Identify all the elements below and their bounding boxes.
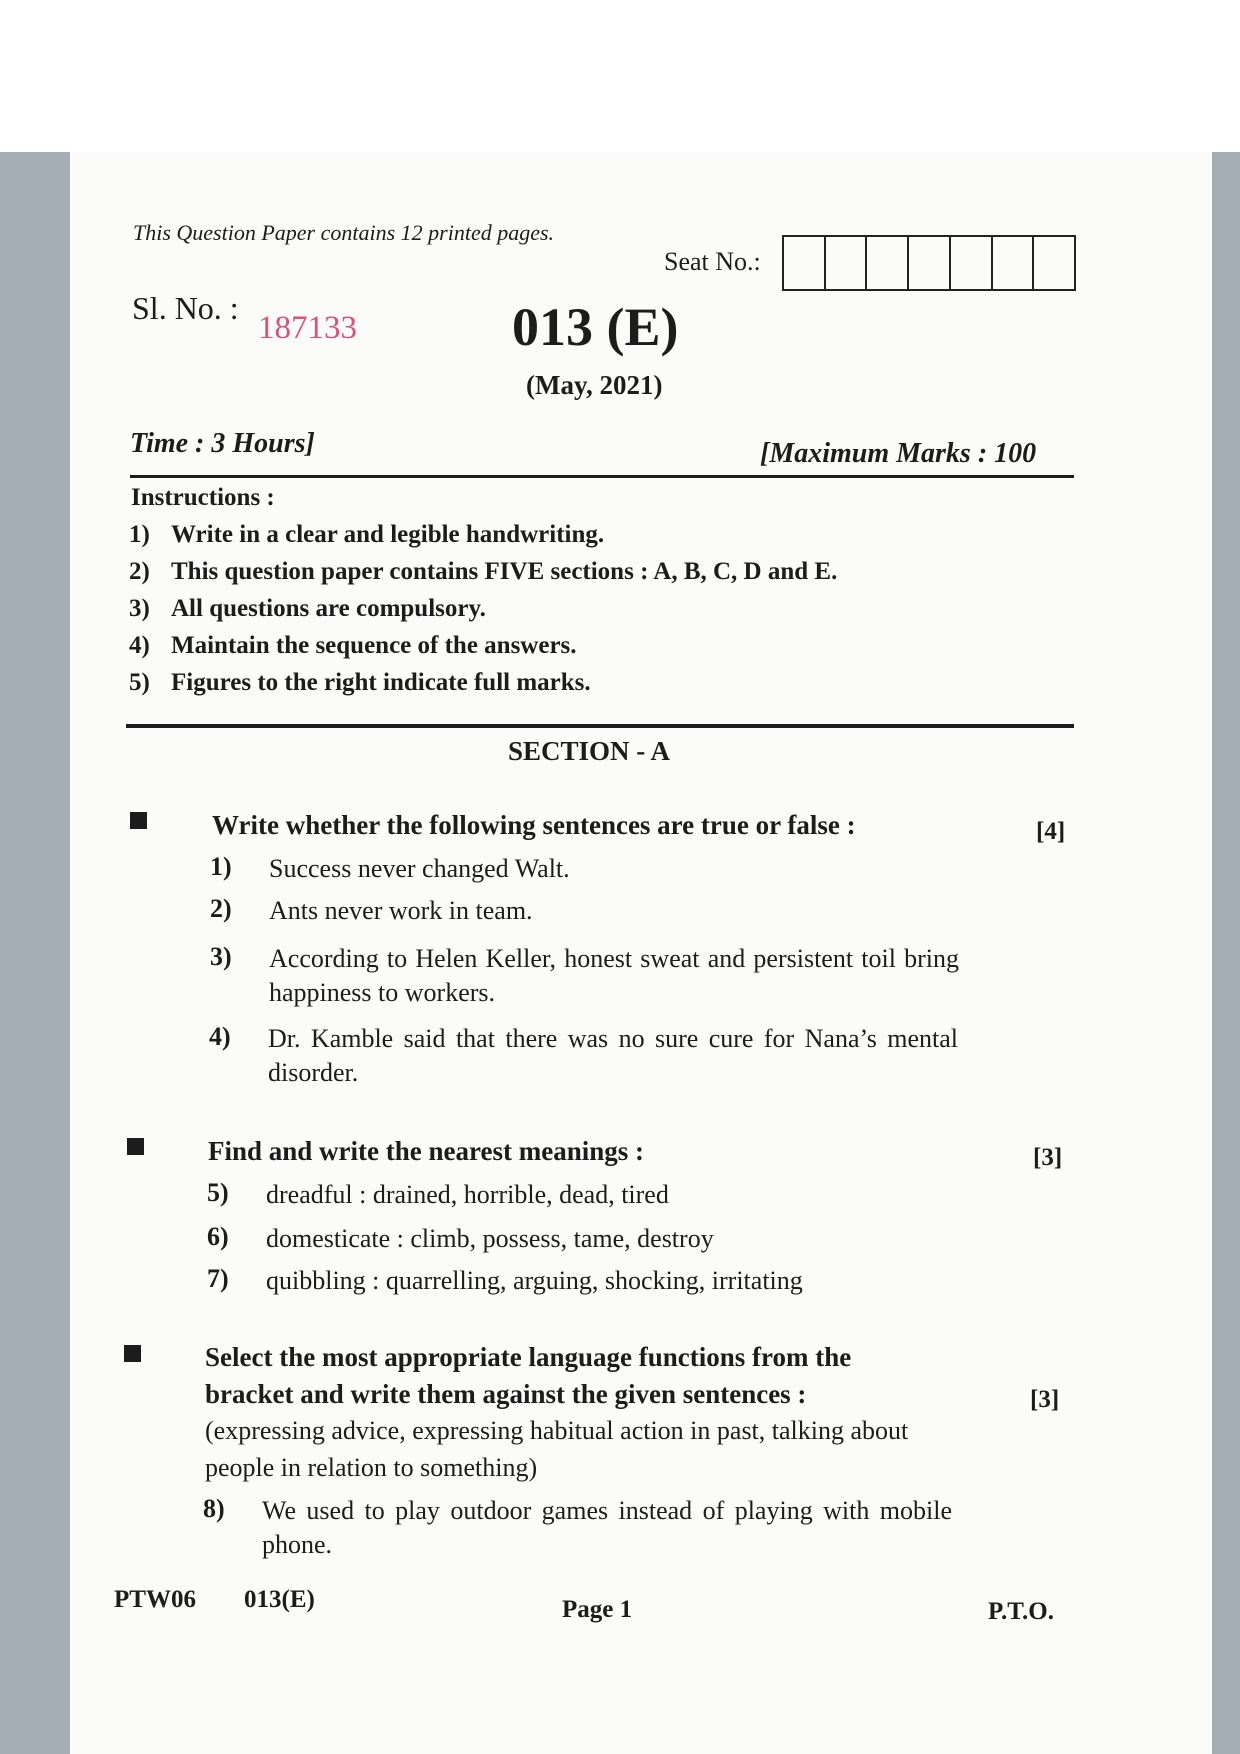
instruction-number: 2) (129, 558, 150, 585)
square-bullet-icon (130, 812, 147, 829)
question-item (210, 894, 959, 928)
square-bullet-icon (124, 1345, 141, 1362)
footer-series: PTW06 (114, 1586, 196, 1613)
instruction-number: 1) (129, 521, 150, 548)
instruction-item (129, 558, 837, 595)
seat-digit-box (784, 237, 826, 289)
instructions-heading: Instructions : (131, 484, 275, 511)
square-bullet-icon (127, 1138, 144, 1155)
instruction-text: This question paper contains FIVE sections : A, B, C, D and E. (171, 558, 838, 585)
seat-number-boxes (782, 235, 1076, 291)
question-heading-line: Select the most appropriate language functions from the (205, 1342, 852, 1372)
instructions-list (129, 521, 837, 706)
pages-note: This Question Paper contains 12 printed pages. (133, 220, 555, 245)
question-number: 5) (207, 1178, 229, 1207)
question-marks: [3] (1030, 1386, 1060, 1413)
question-text: Ants never work in team. (269, 896, 533, 925)
language-function-options: (expressing advice, expressing habitual action in past, talking about (205, 1416, 909, 1445)
seat-digit-box (867, 237, 909, 289)
instruction-text: Write in a clear and legible handwriting. (171, 521, 605, 548)
seat-digit-box (1034, 237, 1074, 289)
question-item (210, 852, 959, 886)
question-number: 8) (203, 1494, 225, 1523)
question-heading-line: bracket and write them against the given sentences : (205, 1379, 807, 1409)
question-number: 4) (209, 1022, 231, 1051)
question-text: We used to play outdoor games instead of playing with mobile phone. (262, 1496, 952, 1559)
question-text: Success never changed Walt. (269, 854, 570, 883)
instructions-divider (126, 724, 1074, 728)
question-marks: [4] (1036, 818, 1066, 845)
paper-code: 013 (E) (512, 297, 679, 357)
instruction-item (129, 521, 837, 558)
instruction-item (129, 632, 837, 669)
seat-digit-box (826, 237, 868, 289)
question-item (203, 1494, 952, 1562)
instruction-text: Maintain the sequence of the answers. (171, 632, 577, 659)
instruction-number: 3) (129, 595, 150, 622)
exam-date: (May, 2021) (526, 370, 663, 400)
question-item (207, 1222, 956, 1256)
maximum-marks: [Maximum Marks : 100 (760, 438, 1037, 469)
seat-digit-box (951, 237, 993, 289)
question-number: 3) (210, 942, 232, 971)
serial-number-value: 187133 (258, 310, 357, 346)
question-text: According to Helen Keller, honest sweat and persistent toil bring happiness to workers. (269, 944, 959, 1007)
question-text: dreadful : drained, horrible, dead, tired (266, 1180, 669, 1209)
serial-number-label: Sl. No. : (132, 290, 239, 326)
question-number: 6) (207, 1222, 229, 1251)
seat-digit-box (909, 237, 951, 289)
instruction-item (129, 595, 837, 632)
instruction-item (129, 669, 837, 706)
instruction-text: All questions are compulsory. (171, 595, 486, 622)
question-marks: [3] (1033, 1144, 1063, 1171)
question-text: domesticate : climb, possess, tame, destroy (266, 1224, 714, 1253)
question-item (210, 942, 959, 1010)
question-heading: Find and write the nearest meanings : (208, 1136, 644, 1166)
question-heading: Write whether the following sentences are true or false : (212, 810, 856, 840)
footer-pto: P.T.O. (988, 1598, 1054, 1625)
question-number: 2) (210, 894, 232, 923)
question-item (207, 1264, 956, 1298)
question-text: Dr. Kamble said that there was no sure cure for Nana’s mental disorder. (268, 1024, 958, 1087)
question-text: quibbling : quarrelling, arguing, shocking, irritating (266, 1266, 803, 1295)
instruction-number: 5) (129, 669, 150, 696)
section-title: SECTION - A (508, 736, 671, 766)
footer-paper-code: 013(E) (244, 1586, 315, 1613)
question-item (209, 1022, 958, 1090)
instruction-text: Figures to the right indicate full marks. (171, 669, 591, 696)
language-function-options: people in relation to something) (205, 1453, 538, 1482)
question-number: 1) (210, 852, 232, 881)
header-divider (130, 475, 1074, 478)
instruction-number: 4) (129, 632, 150, 659)
question-number: 7) (207, 1264, 229, 1293)
question-item (207, 1178, 956, 1212)
exam-duration: Time : 3 Hours] (130, 428, 315, 459)
seat-digit-box (993, 237, 1035, 289)
footer-page-number: Page 1 (562, 1596, 633, 1623)
seat-number-label: Seat No.: (664, 247, 761, 276)
